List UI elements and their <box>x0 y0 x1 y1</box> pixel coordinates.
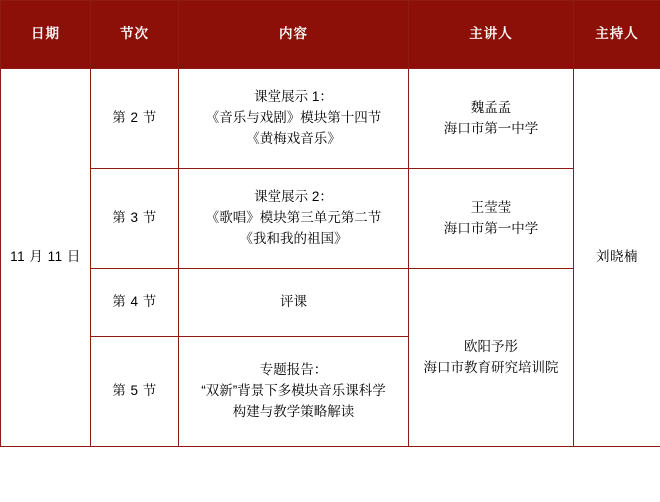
content-line: 《音乐与戏剧》模块第十四节 <box>205 110 382 126</box>
cell-speaker <box>409 69 574 169</box>
content-line: 专题报告： <box>259 362 328 378</box>
cell-period: 第 2 节 <box>91 69 179 169</box>
cell-content <box>179 269 409 337</box>
table-row <box>1 69 660 169</box>
content-line: 《歌唱》模块第三单元第二节 <box>205 210 382 226</box>
speaker-name: 王莹莹 <box>470 199 512 215</box>
content-line: 课堂展示 1： <box>254 89 333 105</box>
column-header-period: 节次 <box>91 1 179 69</box>
cell-content <box>179 169 409 269</box>
table-header-row <box>1 1 660 69</box>
speaker-affiliation: 海口市第一中学 <box>443 120 539 136</box>
cell-period: 第 3 节 <box>91 169 179 269</box>
cell-content <box>179 337 409 447</box>
speaker-affiliation: 海口市第一中学 <box>443 220 539 236</box>
column-header-speaker: 主讲人 <box>409 1 574 69</box>
speaker-affiliation: 海口市教育研究培训院 <box>423 359 559 375</box>
column-header-content: 内容 <box>179 1 409 69</box>
speaker-name: 欧阳予彤 <box>464 338 518 354</box>
cell-period: 第 4 节 <box>91 269 179 337</box>
column-header-host: 主持人 <box>574 1 660 69</box>
column-header-date: 日期 <box>1 1 91 69</box>
content-line: 评课 <box>280 294 307 310</box>
content-line: 构建与教学策略解读 <box>232 403 355 419</box>
table-header <box>1 1 660 69</box>
table-body <box>1 69 660 447</box>
cell-date: 11 月 11 日 <box>1 69 91 447</box>
table-row <box>1 169 660 269</box>
content-line: 课堂展示 2： <box>254 189 333 205</box>
cell-period: 第 5 节 <box>91 337 179 447</box>
cell-speaker <box>409 169 574 269</box>
cell-host: 刘晓楠 <box>574 69 660 447</box>
cell-content <box>179 69 409 169</box>
content-line: 《黄梅戏音乐》 <box>246 130 341 146</box>
cell-speaker <box>409 269 574 447</box>
content-line: “双新”背景下多模块音乐课科学 <box>201 383 386 399</box>
table-row <box>1 269 660 337</box>
content-line: 《我和我的祖国》 <box>239 230 348 246</box>
speaker-name: 魏孟孟 <box>470 99 512 115</box>
